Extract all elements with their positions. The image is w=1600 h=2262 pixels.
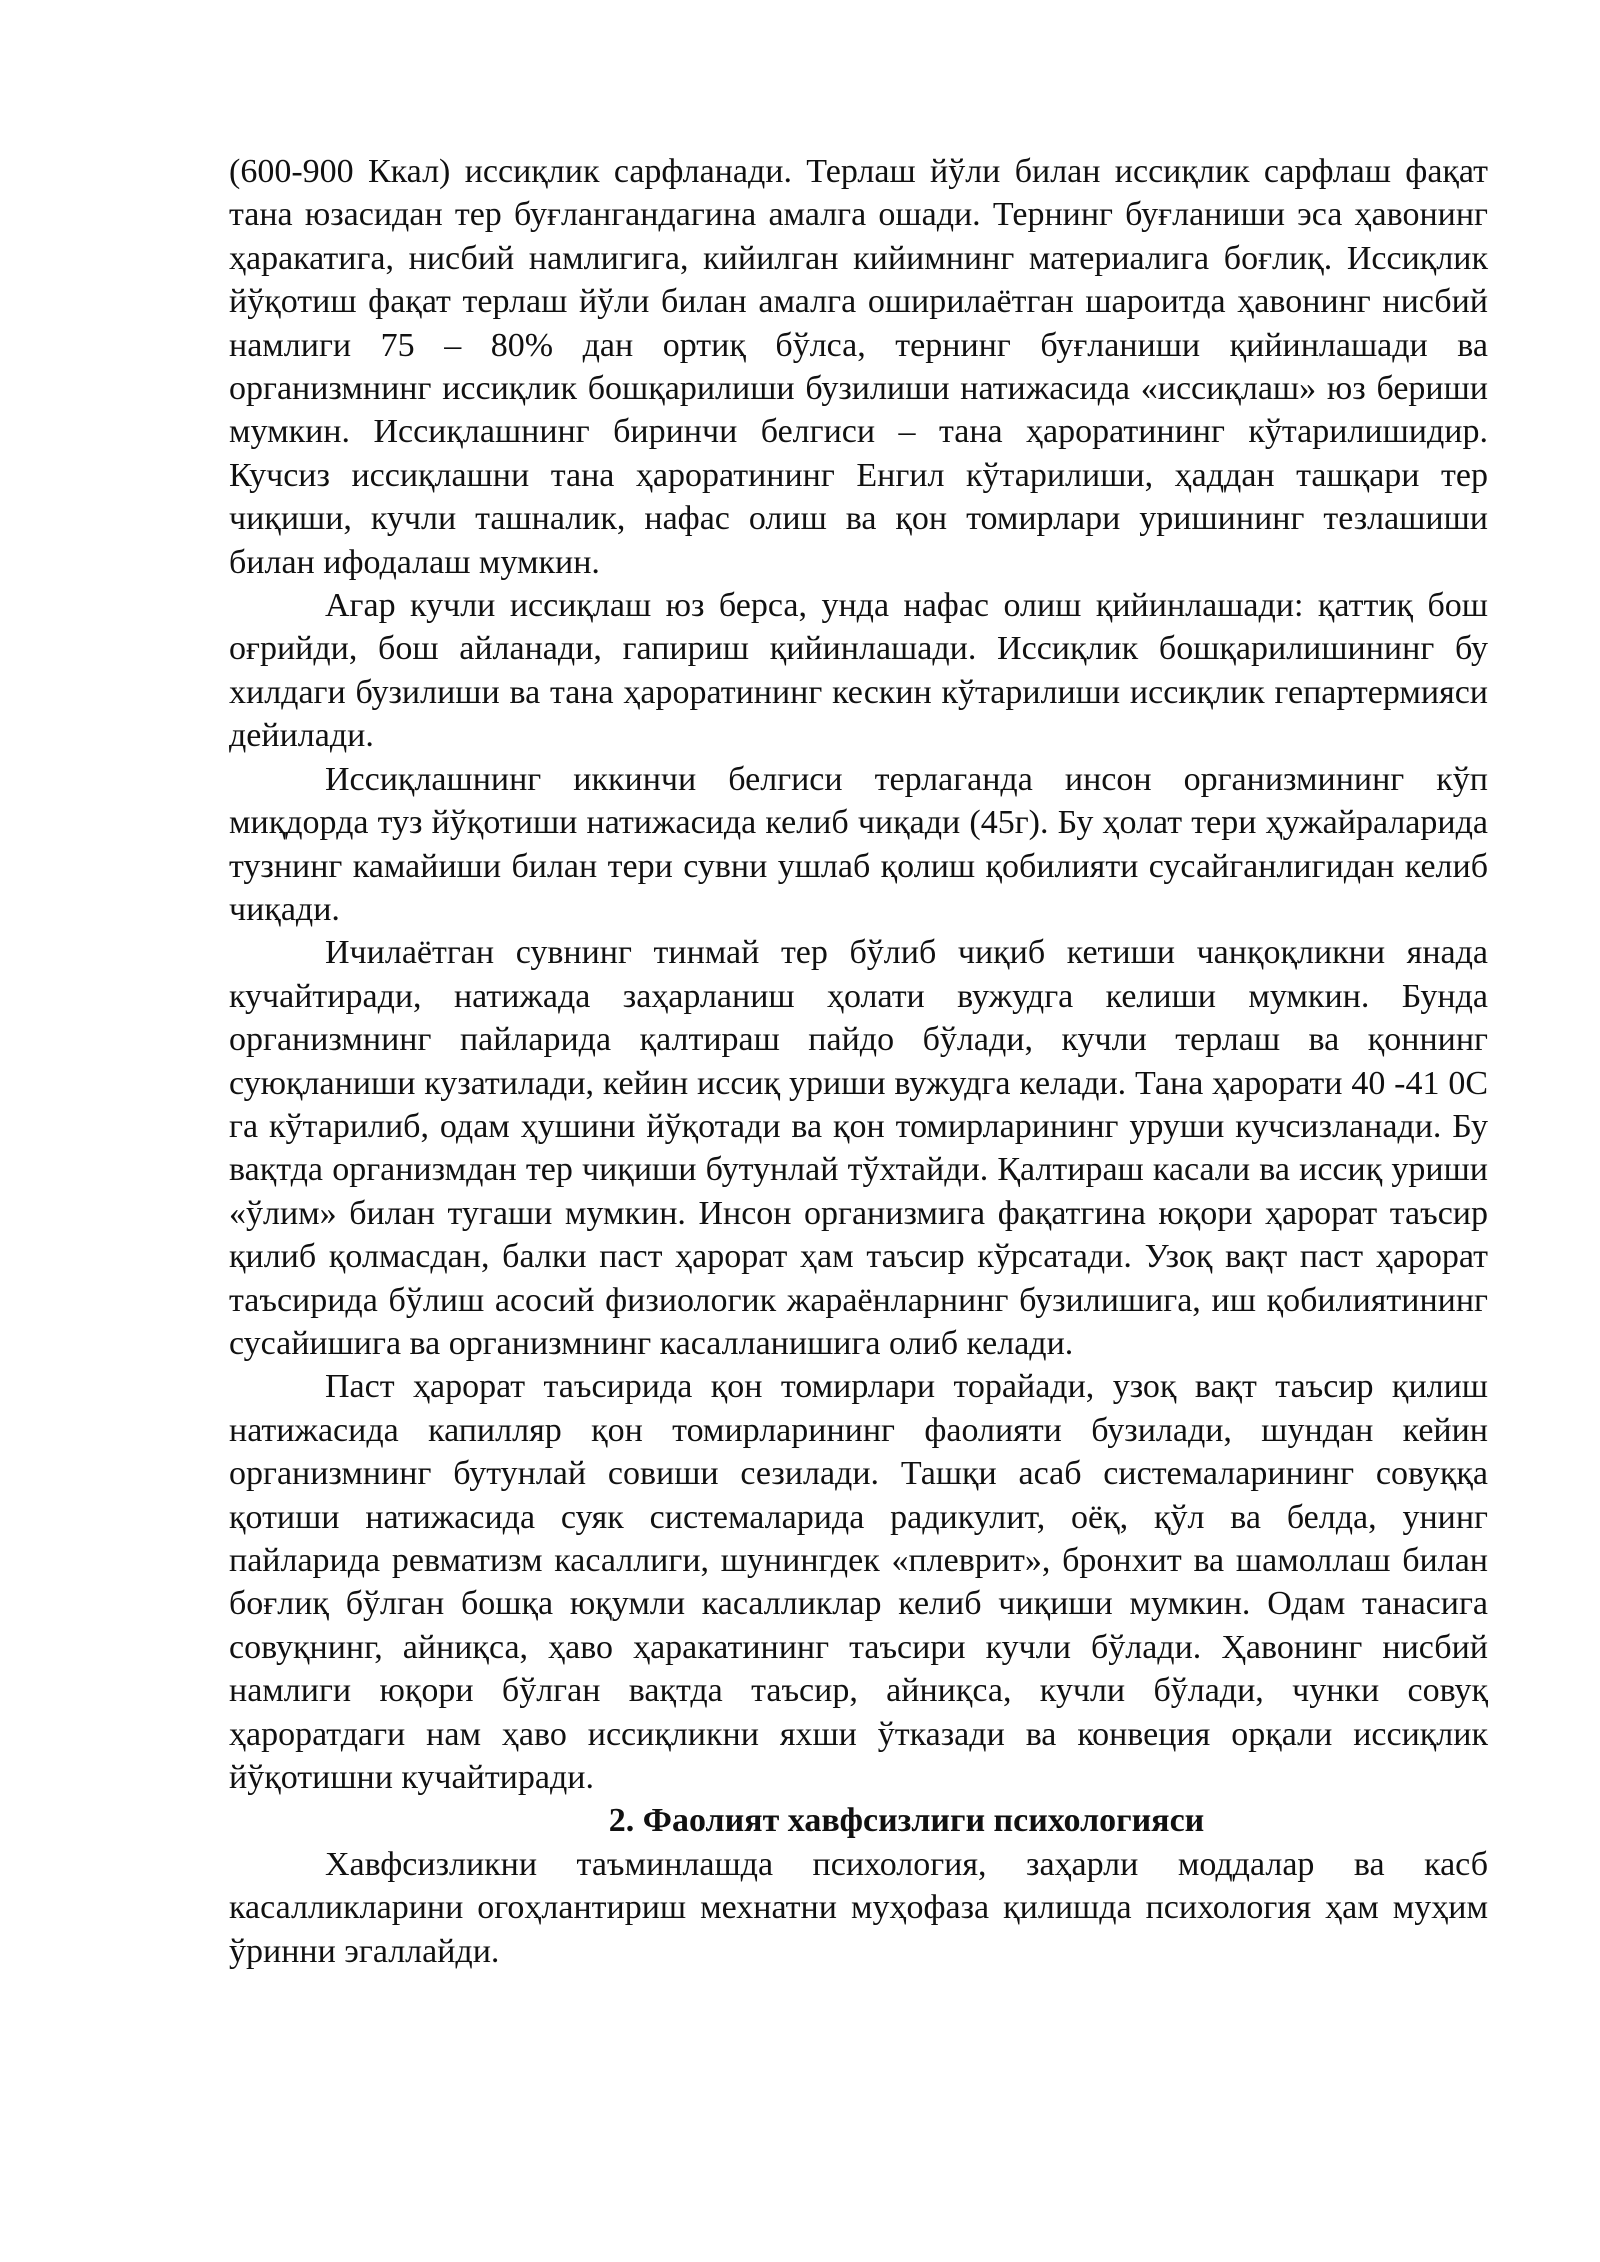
paragraph-heat-stroke: Ичилаётган сувнинг тинмай тер бўлиб чиқиб кетиши чанқоқликни янада кучайтиради, натижада заҳарланиш ҳолати вужудга келиши мумкин. Бунда организмнинг пайларида қалтираш пайдо бўлади, кучли терлаш ва қоннинг суюқланиши кузатилади, кейин иссиқ уриши вужудга келади. Тана ҳарорати 40 -41 0С га кўтарилиб, одам ҳушини йўқотади ва қон томирларининг уруши кучсизланади. Бу вақтда организмдан тер чиқиши бутунлай тўхтайди. Қалтираш касали ва иссиқ уриши «ўлим» билан тугаши мумкин. Инсон организмига фақатгина юқори ҳарорат таъсир қилиб қолмасдан, балки паст ҳарорат ҳам таъсир кўрсатади. Узоқ вақт паст ҳарорат таъсирида бўлиш асосий физиологик жараёнларнинг бузилишига, иш қобилиятининг сусайишига ва организмнинг касалланишига олиб келади. bbox=[229, 934, 1488, 1362]
paragraph-salt-loss: Иссиқлашнинг иккинчи белгиси терлаганда инсон организмининг кўп миқдорда туз йўқотиши натижасида келиб чиқади (45г). Бу ҳолат тери ҳужайраларида тузнинг камайиши билан тери сувни ушлаб қолиш қобилияти сусайганлигидан келиб чиқади. bbox=[229, 760, 1488, 928]
paragraph-low-temperature: Паст ҳарорат таъсирида қон томирлари торайади, узоқ вақт таъсир қилиш натижасида капилляр қон томирларининг фаолияти бузилади, шундан кейин организмнинг бутунлай совиши сезилади. Ташқи асаб системаларининг совуққа қотиши натижасида суяк системаларида радикулит, оёқ, қўл ва белда, унинг пайларида ревматизм касаллиги, шунингдек «плеврит», бронхит ва шамоллаш билан боғлиқ бўлган бошқа юқумли касалликлар келиб чиқиши мумкин. Одам танасига совуқнинг, айниқса, ҳаво ҳаракатининг таъсири кучли бўлади. Ҳавонинг нисбий намлиги юқори бўлган вақтда таъсир, айниқса, кучли бўлади, чунки совуқ ҳароратдаги нам ҳаво иссиқликни яхши ўтказади ва конвеция орқали иссиқлик йўқотишни кучайтиради. bbox=[229, 1368, 1488, 1797]
paragraph-psychology: Хавфсизликни таъминлашда психология, заҳарли моддалар ва касб касалликларини огоҳлантириш мехнатни муҳофаза қилишда психология ҳам муҳим ўринни эгаллайди. bbox=[229, 1845, 1488, 1970]
document-body bbox=[229, 150, 1488, 1973]
paragraph-strong-overheating: Агар кучли иссиқлаш юз берса, унда нафас олиш қийинлашади: қаттиқ бош оғрийди, бош айланади, гапириш қийинлашади. Иссиқлик бошқарилишининг бу хилдаги бузилиши ва тана ҳароратининг кескин кўтарилиши иссиқлик гепартермияси дейилади. bbox=[229, 587, 1488, 755]
section-heading: 2. Фаолият хавфсизлиги психологияси bbox=[608, 1802, 1205, 1840]
paragraph-heat-loss: (600-900 Ккал) иссиқлик сарфланади. Терлаш йўли билан иссиқлик сарфлаш фақат тана юзасидан тер буғлангандагина амалга ошади. Тернинг буғланиши эса ҳавонинг ҳаракатига, нисбий намлигига, кийилган кийимнинг материалига боғлиқ. Иссиқлик йўқотиш фақат терлаш йўли билан амалга оширилаётган шароитда ҳавонинг нисбий намлиги 75 – 80% дан ортиқ бўлса, тернинг буғланиши қийинлашади ва организмнинг иссиқлик бошқарилиши бузилиши натижасида «иссиқлаш» юз бериши мумкин. Иссиқлашнинг биринчи белгиси – тана ҳароратининг кўтарилишидир. Кучсиз иссиқлашни тана ҳароратининг Енгил кўтарилиши, ҳаддан ташқари тер чиқиши, кучли ташналик, нафас олиш ва қон томирлари уришининг тезлашиши билан ифодалаш мумкин. bbox=[229, 153, 1488, 581]
